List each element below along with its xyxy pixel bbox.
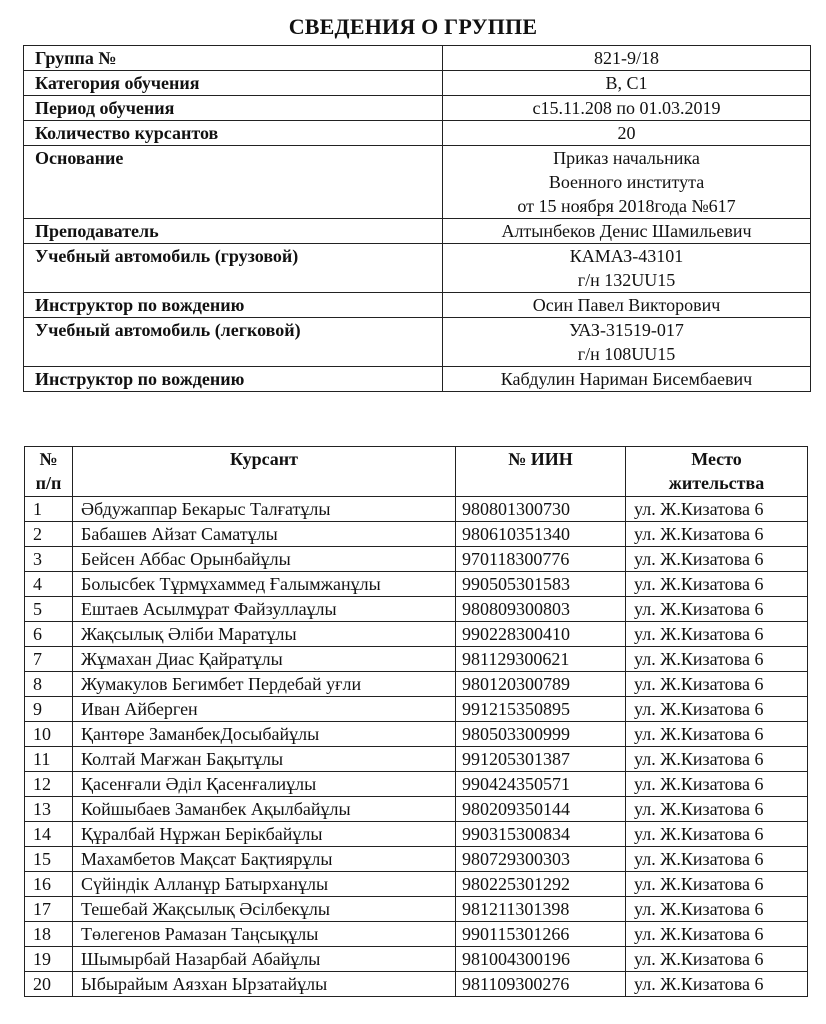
student-address: ул. Ж.Кизатова 6 [626, 522, 808, 547]
student-name: Әбдужаппар Бекарыс Талғатұлы [73, 497, 456, 522]
student-iin: 981129300621 [456, 647, 626, 672]
student-row [25, 747, 808, 772]
student-name: Сүйіндік Алланұр Батырханұлы [73, 872, 456, 897]
info-value-line: г/н 108UU15 [577, 344, 676, 364]
info-value [443, 46, 811, 71]
student-num: 10 [25, 722, 73, 747]
student-iin: 991215350895 [456, 697, 626, 722]
student-name: Төлегенов Рамазан Таңсықұлы [73, 922, 456, 947]
info-label: Инструктор по вождению [24, 367, 443, 392]
student-num: 4 [25, 572, 73, 597]
info-value [443, 367, 811, 392]
student-name: Жұмахан Диас Қайратұлы [73, 647, 456, 672]
student-name: Жумакулов Бегимбет Пердебай уғли [73, 672, 456, 697]
student-iin: 980610351340 [456, 522, 626, 547]
student-iin: 990315300834 [456, 822, 626, 847]
student-name: Бабашев Айзат Саматұлы [73, 522, 456, 547]
info-row [24, 293, 811, 318]
info-row [24, 318, 811, 367]
student-row [25, 522, 808, 547]
student-address: ул. Ж.Кизатова 6 [626, 897, 808, 922]
student-name: Қантөре ЗаманбекДосыбайұлы [73, 722, 456, 747]
info-row [24, 121, 811, 146]
student-address: ул. Ж.Кизатова 6 [626, 772, 808, 797]
student-name: Ештаев Асылмұрат Файзуллаұлы [73, 597, 456, 622]
student-num: 11 [25, 747, 73, 772]
students-table-header [25, 447, 808, 497]
header-num-line2: п/п [35, 473, 62, 493]
student-iin: 980801300730 [456, 497, 626, 522]
student-num: 18 [25, 922, 73, 947]
student-iin: 981004300196 [456, 947, 626, 972]
info-value-line: г/н 132UU15 [577, 270, 676, 290]
student-row [25, 647, 808, 672]
header-iin: № ИИН [456, 447, 626, 497]
student-name: Бейсен Аббас Орынбайұлы [73, 547, 456, 572]
student-address: ул. Ж.Кизатова 6 [626, 747, 808, 772]
info-label: Количество курсантов [24, 121, 443, 146]
student-address: ул. Ж.Кизатова 6 [626, 972, 808, 997]
student-address: ул. Ж.Кизатова 6 [626, 547, 808, 572]
info-label: Инструктор по вождению [24, 293, 443, 318]
student-num: 14 [25, 822, 73, 847]
info-value-line: Осин Павел Викторович [532, 295, 721, 315]
info-value-line: Кабдулин Нариман Бисембаевич [500, 369, 753, 389]
student-num: 9 [25, 697, 73, 722]
student-name: Ыбырайым Аязхан Ырзатайұлы [73, 972, 456, 997]
student-address: ул. Ж.Кизатова 6 [626, 822, 808, 847]
info-label: Учебный автомобиль (легковой) [24, 318, 443, 367]
student-iin: 990228300410 [456, 622, 626, 647]
student-num: 2 [25, 522, 73, 547]
student-row [25, 597, 808, 622]
student-iin: 980225301292 [456, 872, 626, 897]
info-value [443, 318, 811, 367]
student-address: ул. Ж.Кизатова 6 [626, 672, 808, 697]
student-name: Қасенғали Әділ Қасенғалиұлы [73, 772, 456, 797]
student-num: 5 [25, 597, 73, 622]
student-address: ул. Ж.Кизатова 6 [626, 872, 808, 897]
info-value-line: от 15 ноября 2018года №617 [517, 196, 736, 216]
student-address: ул. Ж.Кизатова 6 [626, 922, 808, 947]
student-row [25, 672, 808, 697]
student-row [25, 922, 808, 947]
info-row [24, 219, 811, 244]
student-address: ул. Ж.Кизатова 6 [626, 722, 808, 747]
info-value [443, 293, 811, 318]
student-num: 16 [25, 872, 73, 897]
student-address: ул. Ж.Кизатова 6 [626, 572, 808, 597]
student-iin: 980209350144 [456, 797, 626, 822]
student-row [25, 572, 808, 597]
info-value-line: КАМАЗ-43101 [569, 246, 684, 266]
student-num: 7 [25, 647, 73, 672]
student-address: ул. Ж.Кизатова 6 [626, 697, 808, 722]
info-label: Категория обучения [24, 71, 443, 96]
student-name: Колтай Мағжан Бақытұлы [73, 747, 456, 772]
student-name: Құралбай Нұржан Берікбайұлы [73, 822, 456, 847]
student-iin: 980120300789 [456, 672, 626, 697]
info-value-line: 20 [617, 123, 636, 143]
student-iin: 980729300303 [456, 847, 626, 872]
header-row [25, 447, 808, 497]
info-label: Основание [24, 146, 443, 219]
student-num: 1 [25, 497, 73, 522]
student-address: ул. Ж.Кизатова 6 [626, 497, 808, 522]
student-iin: 991205301387 [456, 747, 626, 772]
student-num: 20 [25, 972, 73, 997]
student-iin: 990505301583 [456, 572, 626, 597]
info-value-line: Алтынбеков Денис Шамильевич [501, 221, 752, 241]
header-address-line1: Место [691, 449, 742, 469]
info-value-line: УАЗ-31519-017 [569, 320, 684, 340]
student-iin: 990115301266 [456, 922, 626, 947]
student-row [25, 797, 808, 822]
student-name: Махамбетов Мақсат Бақтиярұлы [73, 847, 456, 872]
student-address: ул. Ж.Кизатова 6 [626, 647, 808, 672]
info-value [443, 244, 811, 293]
student-address: ул. Ж.Кизатова 6 [626, 597, 808, 622]
student-name: Тешебай Жақсылық Әсілбекұлы [73, 897, 456, 922]
student-num: 8 [25, 672, 73, 697]
student-address: ул. Ж.Кизатова 6 [626, 797, 808, 822]
info-value [443, 219, 811, 244]
student-address: ул. Ж.Кизатова 6 [626, 847, 808, 872]
info-label: Группа № [24, 46, 443, 71]
info-row [24, 71, 811, 96]
student-iin: 970118300776 [456, 547, 626, 572]
info-value-line: Приказ начальника [553, 148, 700, 168]
student-name: Жақсылық Әліби Маратұлы [73, 622, 456, 647]
header-address-line2: жительства [668, 473, 765, 493]
info-value [443, 121, 811, 146]
student-row [25, 622, 808, 647]
student-row [25, 972, 808, 997]
header-num [25, 447, 73, 497]
info-value [443, 71, 811, 96]
student-row [25, 547, 808, 572]
group-info-body [24, 46, 811, 392]
student-num: 3 [25, 547, 73, 572]
header-student: Курсант [73, 447, 456, 497]
info-row [24, 244, 811, 293]
student-num: 13 [25, 797, 73, 822]
student-row [25, 497, 808, 522]
student-row [25, 822, 808, 847]
header-address [626, 447, 808, 497]
student-row [25, 947, 808, 972]
students-table [24, 446, 808, 997]
document-title: СВЕДЕНИЯ О ГРУППЕ [288, 14, 538, 39]
student-iin: 980503300999 [456, 722, 626, 747]
student-row [25, 722, 808, 747]
student-name: Болысбек Тұрмұхаммед Ғалымжанұлы [73, 572, 456, 597]
student-row [25, 872, 808, 897]
student-name: Койшыбаев Заманбек Ақылбайұлы [73, 797, 456, 822]
info-label: Учебный автомобиль (грузовой) [24, 244, 443, 293]
info-value [443, 96, 811, 121]
info-value-line: B, C1 [605, 73, 648, 93]
student-iin: 981211301398 [456, 897, 626, 922]
student-name: Шымырбай Назарбай Абайұлы [73, 947, 456, 972]
info-value-line: с15.11.208 по 01.03.2019 [532, 98, 721, 118]
students-table-body [25, 497, 808, 997]
student-row [25, 897, 808, 922]
student-iin: 990424350571 [456, 772, 626, 797]
student-name: Иван Айберген [73, 697, 456, 722]
student-row [25, 697, 808, 722]
info-value [443, 146, 811, 219]
student-num: 12 [25, 772, 73, 797]
info-row [24, 96, 811, 121]
student-address: ул. Ж.Кизатова 6 [626, 947, 808, 972]
student-iin: 981109300276 [456, 972, 626, 997]
header-num-line1: № [39, 449, 58, 469]
student-num: 6 [25, 622, 73, 647]
info-row [24, 146, 811, 219]
group-info-table [23, 45, 811, 392]
student-row [25, 772, 808, 797]
info-row [24, 367, 811, 392]
info-label: Преподаватель [24, 219, 443, 244]
student-address: ул. Ж.Кизатова 6 [626, 622, 808, 647]
student-row [25, 847, 808, 872]
student-iin: 980809300803 [456, 597, 626, 622]
info-label: Период обучения [24, 96, 443, 121]
info-row [24, 46, 811, 71]
info-value-line: Военного института [548, 172, 705, 192]
student-num: 15 [25, 847, 73, 872]
student-num: 17 [25, 897, 73, 922]
student-num: 19 [25, 947, 73, 972]
info-value-line: 821-9/18 [594, 48, 659, 68]
